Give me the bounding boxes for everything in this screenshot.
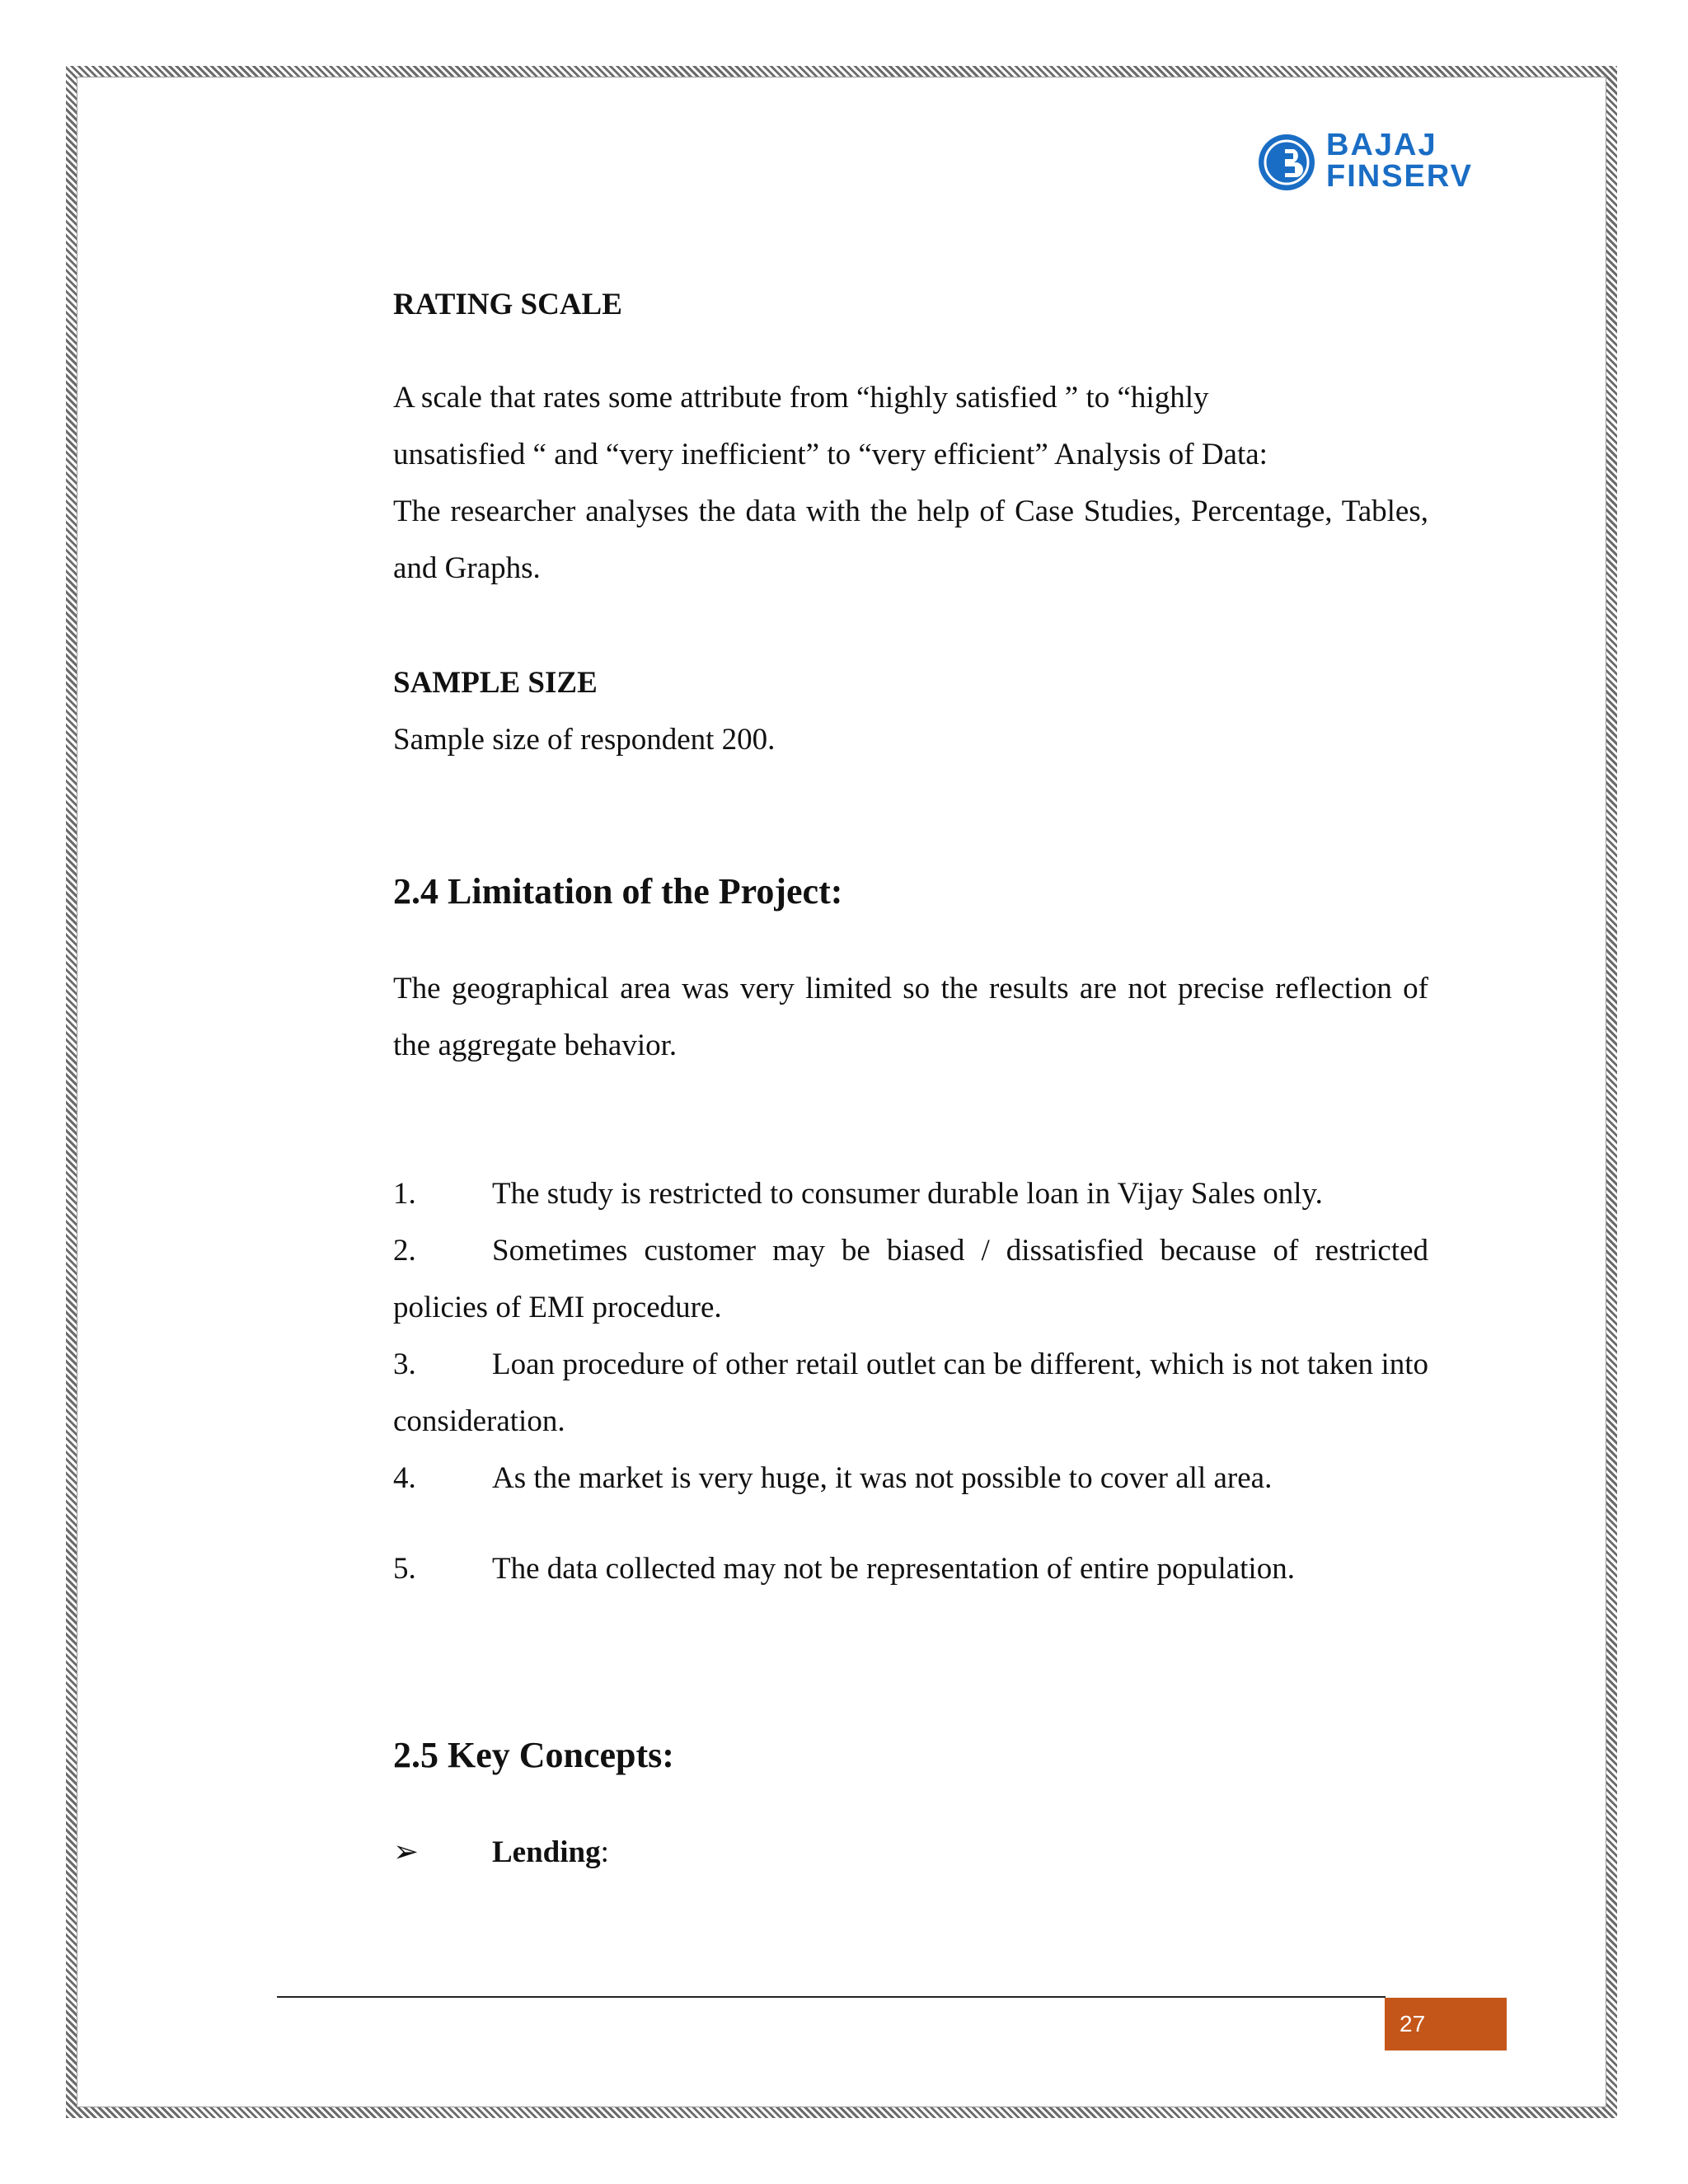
rating-scale-body	[393, 369, 1428, 597]
key-concepts-heading: 2.5 Key Concepts:	[393, 1735, 674, 1775]
limitation-list	[393, 1165, 1428, 1507]
list-item: 5. The data collected may not be representation of entire population.	[393, 1552, 1295, 1586]
limitation-list-last	[393, 1540, 1428, 1597]
limitation-intro: The geographical area was very limited so the results are not precise reflection of the aggregate behavior.	[393, 972, 1428, 1062]
page-number: 27	[1400, 2011, 1426, 2036]
rating-scale-para1-line1: A scale that rates some attribute from “highly satisfied ” to “highly	[393, 381, 1209, 415]
rating-scale-heading: RATING SCALE	[393, 288, 622, 321]
sample-size-heading: SAMPLE SIZE	[393, 666, 598, 700]
sample-size-text: Sample size of respondent 200.	[393, 723, 776, 757]
list-item: ➢ Lending:	[393, 1824, 1428, 1881]
rating-scale-para1-line2: unsatisfied “ and “very inefficient” to “very efficient” Analysis of Data:	[393, 438, 1268, 471]
limitation-section	[393, 867, 1428, 916]
page-number-badge	[1385, 1998, 1507, 2050]
logo-wordmark	[1326, 129, 1473, 192]
key-concepts-list	[393, 1824, 1428, 1881]
footer-rule	[277, 1996, 1386, 1998]
lending-label: Lending	[492, 1835, 601, 1869]
list-item: 1. The study is restricted to consumer durable loan in Vijay Sales only.	[393, 1177, 1323, 1211]
list-item: 2. Sometimes customer may be biased / dissatisfied because of restricted policies of EMI procedure.	[393, 1234, 1428, 1324]
rating-scale-section	[393, 276, 1428, 333]
finserv-logo-icon	[1257, 133, 1316, 192]
rating-scale-para2: The researcher analyses the data with the help of Case Studies, Percentage, Tables, and Graphs.	[393, 494, 1428, 585]
logo-line1: BAJAJ	[1326, 128, 1437, 162]
list-item: 4. As the market is very huge, it was not possible to cover all area.	[393, 1461, 1273, 1495]
limitation-intro-block	[393, 960, 1428, 1074]
logo-line2: FINSERV	[1326, 159, 1474, 194]
limitation-heading: 2.4 Limitation of the Project:	[393, 871, 843, 912]
sample-size-section	[393, 654, 1428, 768]
arrow-bullet-icon: ➢	[393, 1835, 420, 1869]
key-concepts-section	[393, 1731, 1428, 1780]
list-item: 3. Loan procedure of other retail outlet can be different, which is not taken into consideration.	[393, 1347, 1428, 1438]
